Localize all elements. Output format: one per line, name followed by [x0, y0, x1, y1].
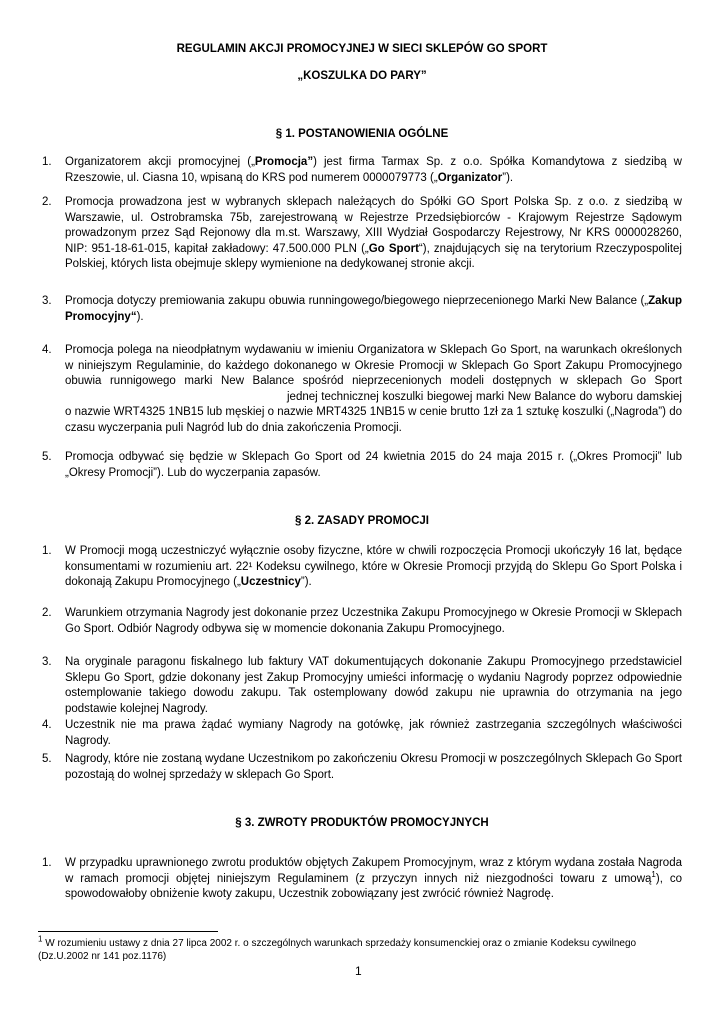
item-number: 4. [42, 344, 52, 356]
item-number: 3. [42, 656, 52, 668]
section-2-item-5 [42, 752, 682, 783]
footnote-mark: 1 [38, 934, 43, 944]
section-3-title: § 3. ZWROTY PRODUKTÓW PROMOCYJNYCH [235, 817, 489, 829]
item-text: Promocja odbywać się będzie w Sklepach Go Sport od 24 kwietnia 2015 do 24 maja 2015 r. („Okres Promocji” lub „Okresy Promocji”). Lub do wyczerpania zapasów. [65, 451, 682, 479]
item-number: 5. [42, 451, 52, 463]
item-number: 1. [42, 545, 52, 557]
item-text: Promocja polega na nieodpłatnym wydawaniu w imieniu Organizatora w Sklepach Go Sport, na warunkach określonych w niniejszym Regulaminie, do każdego dokonanego w Okresie Promocji w Sklepach Go Sport Zakupu Promocyjnego obuwia runnigowego marki New Balance spośród nieprzecenionych modeli dostępnych w sklepach Go Sportjednej technicznej koszulki biegowej marki New Balance do wyboru damskiej o nazwie WRT4325 1NB15 lub męskiej o nazwie MRT4325 1NB15 w cenie brutto 1zł za 1 sztukę koszulki („Nagroda”) do czasu wyczerpania puli Nagród lub do dnia zakończenia Promocji. [65, 344, 682, 434]
section-2-item-1 [42, 544, 682, 591]
item-number: 2. [42, 607, 52, 619]
item-number: 3. [42, 295, 52, 307]
section-1-item-4 [42, 343, 682, 436]
item-text: Na oryginale paragonu fiskalnego lub faktury VAT dokumentujących dokonanie Zakupu Promocyjnego przedstawiciel Sklepu Go Sport, gdzie dokonany jest Zakup Promocyjny umieści informację o wydaniu Nagrody poprzez odpowiednie ostemplowanie takiego dowodu zakupu. Tak ostemplowany dowód zakupu nie uprawnia do otrzymania na jego podstawie kolejnej Nagrody. [65, 656, 682, 715]
section-3-item-1 [42, 856, 682, 903]
item-text: W Promocji mogą uczestniczyć wyłącznie osoby fizyczne, które w chwili rozpoczęcia Promocji ukończyły 16 lat, będące konsumentami w rozumieniu art. 22¹ Kodeksu cywilnego, które w Okresie Promocji przyjdą do Sklepu Go Sport Polska i dokonają Zakupu Promocyjnego („Uczestnicy”). [65, 545, 682, 588]
document-subtitle: „KOSZULKA DO PARY” [297, 70, 427, 82]
section-2-item-3 [42, 655, 682, 717]
footnote-ref: 1 [651, 869, 656, 879]
item-text: Organizatorem akcji promocyjnej („Promocja”) jest firma Tarmax Sp. z o.o. Spółka Komandytowa z siedzibą w Rzeszowie, ul. Ciasna 10, wpisaną do KRS pod numerem 0000079773 („Organizator”). [65, 156, 682, 184]
item-number: 1. [42, 156, 52, 168]
document-title: REGULAMIN AKCJI PROMOCYJNEJ W SIECI SKLEPÓW GO SPORT [176, 43, 548, 55]
section-1-item-3 [42, 294, 682, 325]
item-text: Promocja prowadzona jest w wybranych sklepach należących do Spółki GO Sport Polska Sp. z o.o. z siedzibą w Warszawie, ul. Ostrobramska 75b, zarejestrowaną w Rejestrze Przedsiębiorców - Krajowym Rejestrze Sądowym prowadzonym przez Sąd Rejonowy dla m.st. Warszawy, XIII Wydział Gospodarczy Rejestrowy, Nr KRS 0000028260, NIP: 951-18-61-015, kapitał zakładowy: 47.500.000 PLN („Go Sport“), znajdujących się na terytorium Rzeczypospolitej Polskiej, których lista obejmuje sklepy wymienione na dedykowanej stronie akcji. [65, 196, 682, 270]
item-number: 1. [42, 857, 52, 869]
footnote-separator [38, 931, 218, 932]
item-text: Promocja dotyczy premiowania zakupu obuwia runningowego/biegowego nieprzecenionego Marki New Balance („Zakup Promocyjny“). [65, 295, 682, 323]
section-1-item-2 [42, 195, 682, 273]
item-number: 2. [42, 196, 52, 208]
item-text: Uczestnik nie ma prawa żądać wymiany Nagrody na gotówkę, jak również zastrzegania szczególnych właściwości Nagrody. [65, 719, 682, 747]
section-2-item-2 [42, 606, 682, 637]
section-1-title: § 1. POSTANOWIENIA OGÓLNE [275, 128, 449, 140]
item-number: 5. [42, 753, 52, 765]
item-text: W przypadku uprawnionego zwrotu produktów objętych Zakupem Promocyjnym, wraz z którym wydana została Nagroda w ramach promocji objętej niniejszym Regulaminem (z przyczyn innych niż niezgodności towaru z umową$^1$), co spowodowałoby obniżenie kwoty zakupu, Uczestnik zobowiązany jest zwrócić również Nagrodę. [65, 857, 682, 900]
section-2-item-4 [42, 718, 682, 749]
item-text: Warunkiem otrzymania Nagrody jest dokonanie przez Uczestnika Zakupu Promocyjnego w Okresie Promocji w Sklepach Go Sport. Odbiór Nagrody odbywa się w momencie dokonania Zakupu Promocyjnego. [65, 607, 682, 635]
section-1-item-1 [42, 155, 682, 186]
section-2-title: § 2. ZASADY PROMOCJI [295, 515, 429, 527]
item-number: 4. [42, 719, 52, 731]
item-text: Nagrody, które nie zostaną wydane Uczestnikom po zakończeniu Okresu Promocji w poszczególnych Sklepach Go Sport pozostają do wolnej sprzedaży w sklepach Go Sport. [65, 753, 682, 781]
footnote: $^1$ W rozumieniu ustawy z dnia 27 lipca 2002 r. o szczególnych warunkach sprzedaży konsumenckiej oraz o zmianie Kodeksu cywilnego (Dz.U.2002 nr 141 poz.1176) [38, 934, 637, 962]
section-1-item-5 [42, 450, 682, 481]
page-number: 1 [355, 964, 362, 978]
